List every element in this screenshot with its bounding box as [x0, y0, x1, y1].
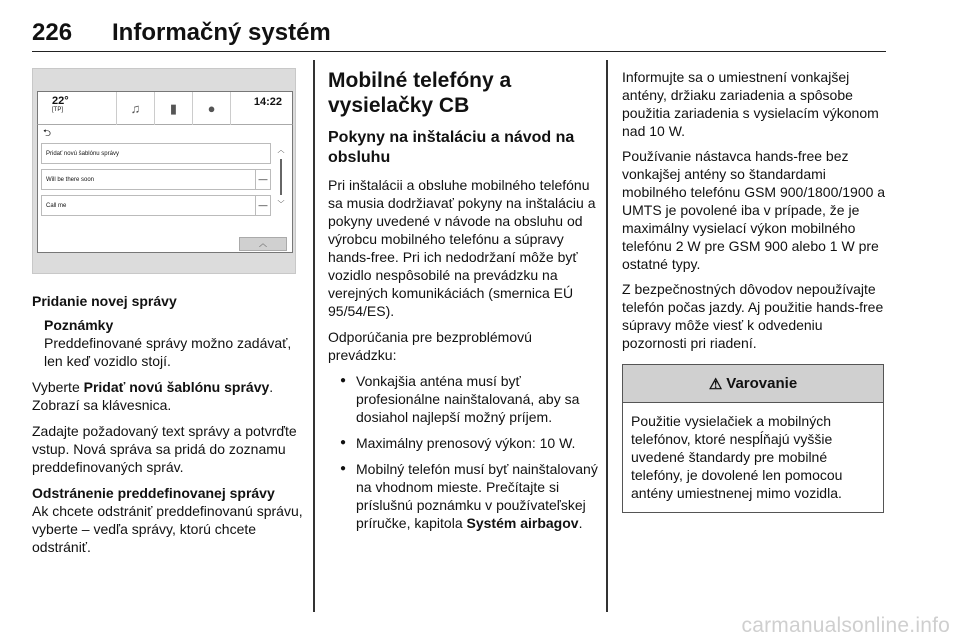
note-title: Poznámky [44, 317, 114, 333]
paragraph: Ak chcete odstrániť preddefinovanú správu, vyberte – vedľa správy, ktorú chcete odstrániť. [32, 503, 303, 555]
column-middle [328, 68, 598, 532]
add-template-row[interactable]: Pridať novú šablónu správy [41, 143, 271, 164]
message-row[interactable]: Call me — [41, 195, 271, 216]
music-icon[interactable]: ♫ [116, 92, 154, 125]
list-item: ● Vonkajšia anténa musí byť profesionálne nainštalovaná, aby sa dosiahol najlepší možný príjem. [328, 372, 598, 426]
note-text: Preddefinované správy možno zadávať, len keď vozidlo stojí. [44, 335, 292, 369]
column-divider [606, 60, 608, 612]
navigation-icon[interactable]: ● [192, 92, 230, 125]
infotainment-screenshot [32, 68, 296, 274]
paragraph: Zadajte požadovaný text správy a potvrďte vstup. Nová správa sa pridá do zoznamu preddefinovaných správ. [32, 423, 297, 475]
warning-header: ⚠ Varovanie [623, 365, 883, 403]
page-header [32, 18, 886, 52]
minus-icon[interactable]: — [255, 170, 270, 189]
paragraph: Z bezpečnostných dôvodov nepoužívajte telefón počas jazdy. Aj použitie hands-free súpravy môže viesť k odvedeniu pozornosti pri riadení. [622, 281, 884, 351]
phone-icon[interactable]: ▮ [154, 92, 192, 125]
bullet-list [328, 372, 598, 532]
warning-box [622, 364, 884, 513]
chevron-down-icon[interactable]: ﹀ [277, 201, 285, 208]
page-number: 226 [32, 19, 73, 46]
section-heading: Odstránenie preddefinovanej správy [32, 485, 275, 501]
column-left [32, 68, 304, 556]
section-heading: Pridanie novej správy [32, 293, 177, 309]
chevron-up-icon[interactable]: ︿ [277, 147, 285, 154]
column-right [622, 68, 888, 513]
tp-indicator: [TP] [52, 107, 64, 113]
paragraph: Odporúčania pre bezproblémovú prevádzku: [328, 329, 532, 363]
watermark: carmanualsonline.info [741, 614, 950, 637]
column-divider [313, 60, 315, 612]
minus-icon[interactable]: — [255, 196, 270, 215]
page-title: Informačný systém [112, 19, 331, 46]
temperature-display: 22° [TP] [38, 92, 116, 113]
back-arrow-icon[interactable]: ⮌ [43, 128, 52, 139]
warning-triangle-icon: ⚠ [708, 375, 723, 393]
list-item: ● Mobilný telefón musí byť nainštalovaný na vhodnom mieste. Prečítajte si príslušnú poznámku v používateľskej príručke, kapitola Systém airbagov. [328, 460, 598, 532]
list-item: ● Maximálny prenosový výkon: 10 W. [328, 434, 598, 452]
section-heading: Pokyny na inštaláciu a návod na obsluhu [328, 129, 575, 166]
paragraph: Vyberte Pridať novú šablónu správy. Zobrazí sa klávesnica. [32, 379, 274, 413]
expand-up-button[interactable]: ︿ [239, 237, 287, 251]
note [44, 316, 304, 370]
scrollbar[interactable] [277, 145, 285, 217]
paragraph: Pri inštalácii a obsluhe mobilného telefónu sa musia dodržiavať pokyny na inštaláciu a pokyny uvedené v návode na obsluhu od výrobcu mobilného telefónu a súpravy hands-free. Pri ich nedodržaní môže byť vozidlo nespôsobilé na prevádzku na verejných komunikáciách (smernica EÚ 95/54/ES). [328, 177, 596, 319]
status-bar [37, 91, 293, 125]
clock: 14:22 [253, 96, 282, 108]
message-row[interactable]: Will be there soon — [41, 169, 271, 190]
chapter-title: Mobilné telefóny a vysielačky CB [328, 69, 512, 117]
warning-text: Použitie vysielačiek a mobilných telefónov, ktoré nespĺňajú vyššie uvedené štandardy pre mobilné telefóny, je dovolené len pomocou antény umiestnenej mimo vozidla. [631, 413, 843, 501]
paragraph: Používanie nástavca hands-free bez vonkajšej antény so štandardami mobilného telefónu GSM 900/1800/1900 a UMTS je povolené iba v prípade, že je maximálny vysielací výkon mobilného telefónu 2 W pre GSM 900 alebo 1 W pre ostatné typy. [622, 148, 886, 272]
paragraph: Informujte sa o umiestnení vonkajšej antény, držiaku zariadenia a spôsobe použitia zariadenia s vysielacím výkonom nad 10 W. [622, 69, 879, 139]
